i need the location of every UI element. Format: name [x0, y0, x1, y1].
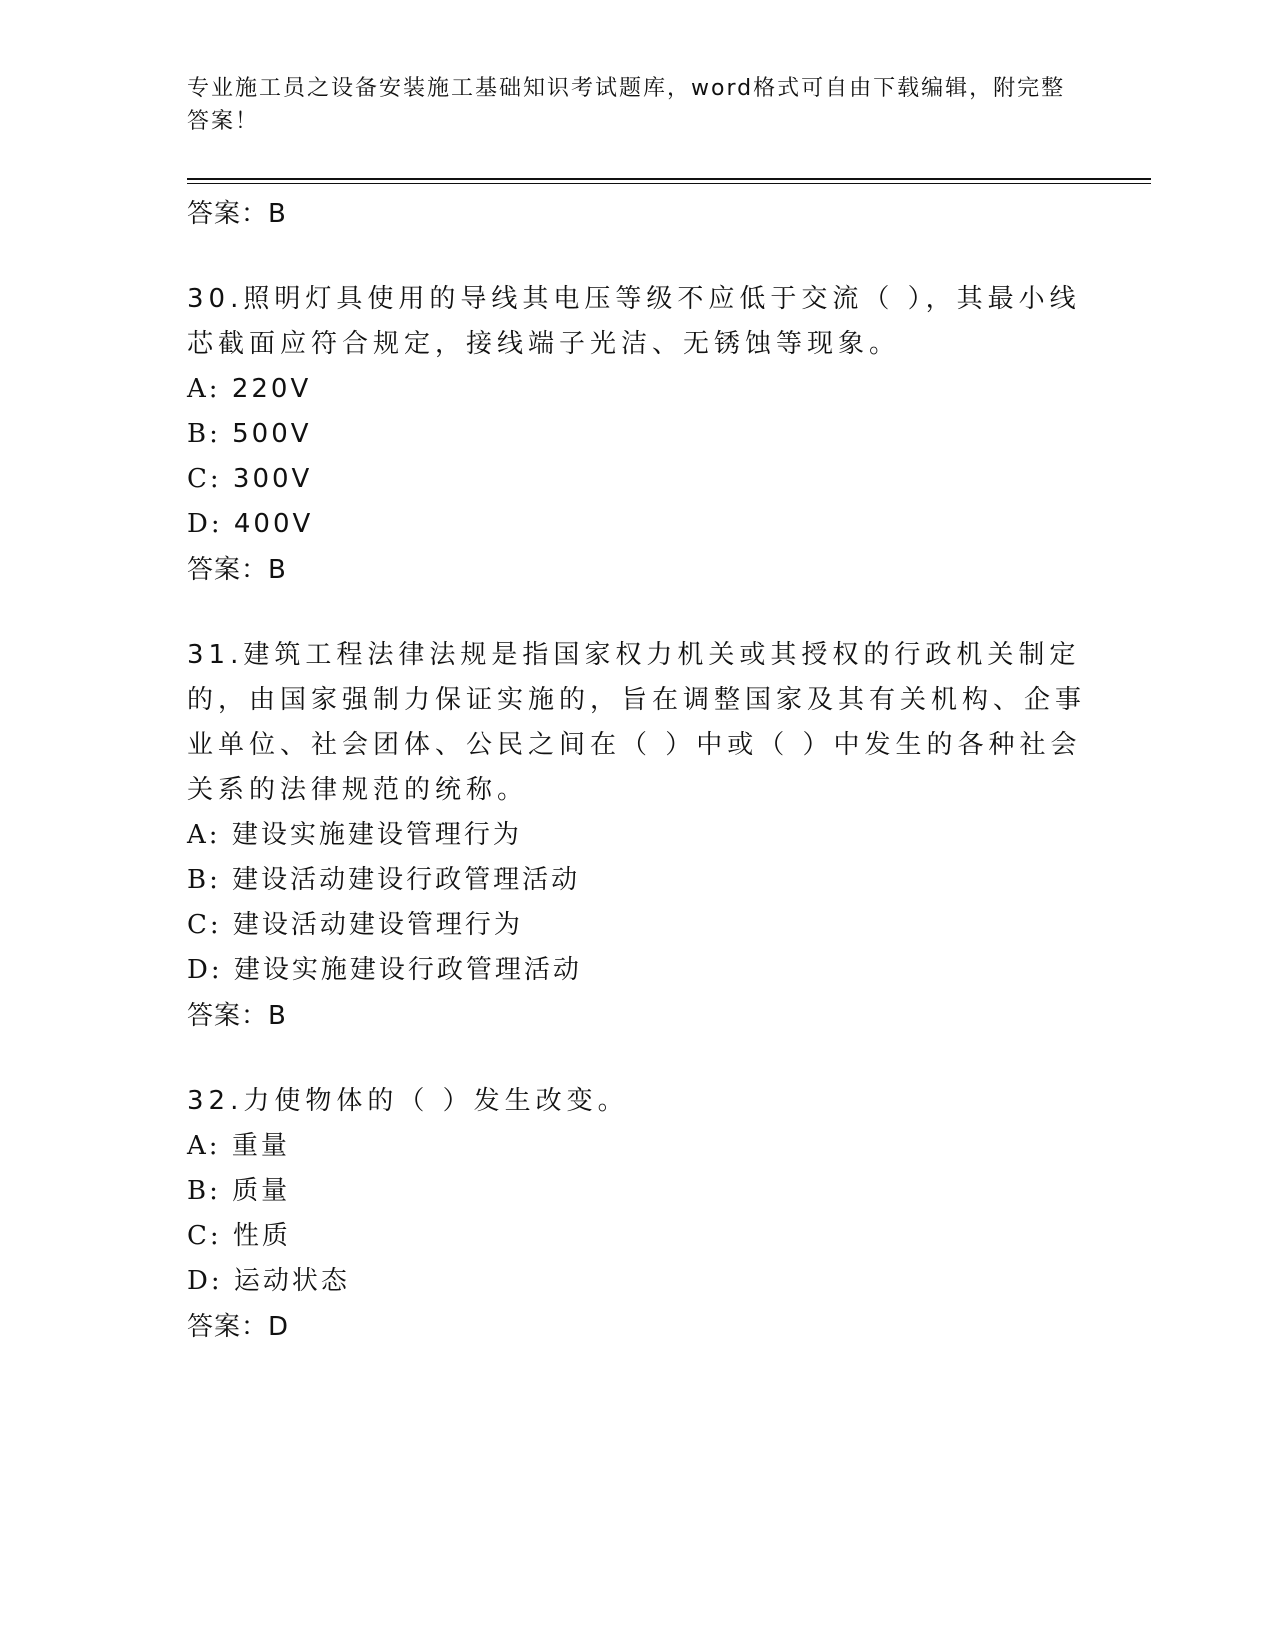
option-text: 500V: [232, 419, 312, 449]
option-text: 400V: [233, 509, 314, 539]
option-d: [187, 1259, 1087, 1304]
document-header: 专业施工员之设备安装施工基础知识考试题库，word格式可自由下载编辑，附完整答案！: [187, 76, 1066, 134]
option-c: [187, 1214, 1087, 1259]
option-b: [187, 1169, 1087, 1214]
question-32: [187, 1079, 1087, 1350]
option-text: 220V: [231, 374, 312, 404]
option-key: A:: [187, 374, 221, 404]
option-key: C:: [187, 910, 222, 940]
option-key: B:: [187, 419, 221, 449]
option-b: [187, 412, 1087, 457]
option-a: [187, 1124, 1087, 1169]
question-30: [187, 277, 1087, 593]
option-text: 建设实施建设行政管理活动: [233, 955, 582, 985]
option-a: [187, 813, 1087, 858]
header-rule-top: [187, 178, 1151, 180]
option-text: 建设活动建设行政管理活动: [232, 865, 581, 895]
option-text: 300V: [232, 464, 313, 494]
option-d: [187, 948, 1087, 993]
option-c: [187, 457, 1087, 502]
option-key: D:: [187, 955, 223, 985]
question-31: [187, 633, 1087, 1039]
option-key: B:: [187, 865, 221, 895]
option-text: 质量: [232, 1176, 291, 1206]
option-text: 建设活动建设管理行为: [232, 910, 523, 940]
option-text: 建设实施建设管理行为: [231, 820, 522, 850]
option-key: D:: [187, 1266, 223, 1296]
answer: 答案：B: [187, 1001, 287, 1031]
option-key: C:: [187, 1221, 222, 1251]
option-b: [187, 858, 1087, 903]
previous-answer: 答案：B: [187, 199, 287, 229]
option-key: C:: [187, 464, 222, 494]
option-text: 运动状态: [233, 1266, 350, 1296]
option-key: A:: [187, 820, 221, 850]
question-stem: 30.照明灯具使用的导线其电压等级不应低于交流（ ），其最小线芯截面应符合规定，接线端子光洁、无锈蚀等现象。: [187, 284, 1081, 359]
option-key: B:: [187, 1176, 221, 1206]
question-stem: 32.力使物体的（ ）发生改变。: [187, 1086, 629, 1116]
option-d: [187, 502, 1087, 547]
option-key: A:: [187, 1131, 221, 1161]
answer: 答案：D: [187, 1312, 290, 1342]
question-list: [187, 191, 1087, 1350]
option-key: D:: [187, 509, 223, 539]
option-text: 重量: [231, 1131, 290, 1161]
header-rule-bottom: [187, 183, 1151, 184]
option-a: [187, 367, 1087, 412]
answer: 答案：B: [187, 555, 287, 585]
option-c: [187, 903, 1087, 948]
question-stem: 31.建筑工程法律法规是指国家权力机关或其授权的行政机关制定的，由国家强制力保证实施的，旨在调整国家及其有关机构、企事业单位、社会团体、公民之间在（ ）中或（ ）中发生的各种社会关系的法律规范的统称。: [187, 640, 1087, 805]
option-text: 性质: [232, 1221, 291, 1251]
